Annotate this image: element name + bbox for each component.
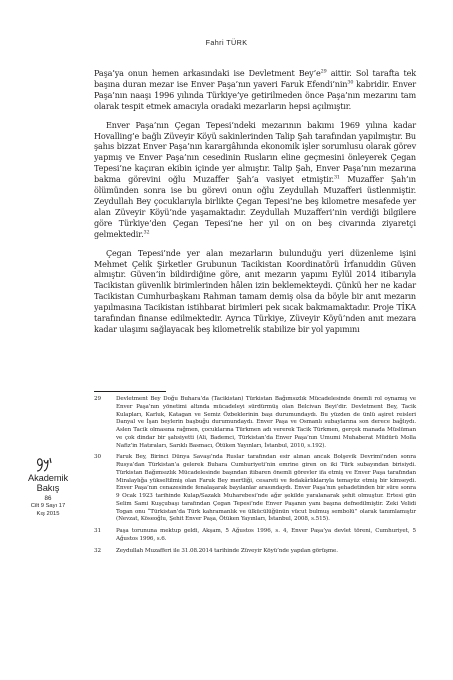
journal-logo-icon [34,455,56,473]
journal-name-line1: Akademik [27,473,69,483]
page-number: 86 [44,495,52,502]
footnote-number: 32 [94,547,101,554]
footnote-number: 31 [94,528,101,534]
paragraph-2: Enver Paşa’nın Çegan Tepesi’ndeki mezarının bakımı 1969 yılına kadar Hovalling’e bağlı Züveyir Köyü sakinlerinden Talip Şah tarafından yapılmıştır. Bu şahıs bizzat Enver Paşa’nın karargâhında ekonomik işler sorumlusu olarak görev yapmış ve Enver Paşa’nın cesedinin Rusların eline geçmesini önleyerek Çegan Tepesi’ne kaçıran ekibin içinde yer almıştır. Talip Şah, Enver Paşa’nın mezarına bakma görevini oğlu Muzaffer Şah’a vasiyet etmiştir.$^{31}$ Muzaffer Şah’ın ölümünden sonra ise bu görevi onun oğlu Zeydullah Muzafferi üstlenmiştir. Zeydullah Bey çocuklarıyla birlikte Çegan Tepesi’ne beş kilometre mesafede yer alan Züveyir Köyü’nde yaşamaktadır. Zeydullah Muzafferi’nin verdiği bilgilere göre Türkiye’den Çegan Tepesi’ne her yıl on on beş civarında ziyaretçi gelmektedir.$^{32}$ [94,119,416,239]
footnote-ref-30[interactable]: 30 [347,79,354,86]
footnotes [94,396,416,559]
footnote-ref-31[interactable]: 31 [333,174,340,181]
footnote-divider [94,391,166,392]
volume-issue: Cilt 9 Sayı 17 [30,503,66,509]
main-text [94,68,416,343]
footnote-text: Paşa torununa mektup geldi, Akşam, 5 Ağustos 1996, s. 4, Enver Paşa’ya devlet töreni, Cumhuriyet, 5 Ağustos 1996, s.6. [116,528,416,542]
footnote-32 [94,548,416,556]
footnote-text: Faruk Bey, Birinci Dünya Savaşı’nda Ruslar tarafından esir alınan ancak Bolşevik Devrimi’nden sonra Rusya’dan Türkistan’a gelerek Buhara Cumhuriyeti’nin emrine giren on iki Türk subayından birisiydi. Türkistan Bağımsızlık Mücadelesinde başından itibaren önemli görevler ifa etmiş ve Enver Paşa tarafından Miralaylığa yükseltilmiş olan Faruk Bey mertliği, cesareti ve fedakârlıklarıyla temayüz etmiş bir kimseydi. Enver Paşa’nın cenazesinde fenalaşarak bayılanlar arasındaydı. Enver Paşa’nın şehadetinden bir süre sonra 9 Ocak 1923 tarihinde Kulap/Sazaklı Muharebesi’nde ağır şekilde yaralanarak şehit olmuştur. Ertesi gün Selim Sami Kuşçubaşı tarafından Çegan Tepesi’nde Enver Paşanın yanı başına defnedilmiştir. Zeki Velidi Togan onu “Türkistan’da Türk kahramanlık ve ülkücülüğünün vücut bulmuş sembolü” olarak tanımlamıştır (Nevzat, Köseoğlu, Şehit Enver Paşa, Ötüken Yayınları, İstanbul, 2008, s.515). [116,454,416,523]
footnote-number: 30 [94,454,101,461]
paragraph-3: Çegan Tepesi’nde yer alan mezarların bulunduğu yeri düzenleme işini Mehmet Çelik Şirketler Grubunun Tacikistan Koordinatörü İrfanuddin Güven almıştır. Güven’in bildirdiğine göre, anıt mezarın yapımı Eylül 2014 itibarıyla Tacikistan güvenlik birimlerinden hâlen izin beklemekteydi. Çünkü her ne kadar Tacikistan Cumhurbaşkanı Rahman tamam demiş olsa da böyle bir anıt mezarın yapılmasına Tacikistan istihbarat birimleri pek sıcak bakmamaktadır. Proje TİKA tarafından finanse edilmektedir. Ayrıca Türkiye, Züveyir Köyü’nden anıt mezara kadar ulaşımı sağlayacak beş kilometrelik stabilize bir yol yapımını [94,247,416,334]
season-year: Kış 2015 [36,511,60,518]
footnote-number: 29 [94,396,101,402]
journal-sidebar [18,455,78,518]
running-header-author: Fahri TÜRK [205,38,248,47]
footnote-ref-29[interactable]: 29 [320,68,327,75]
journal-name-line2: Bakış [36,483,60,493]
footnote-29 [94,396,416,450]
footnote-31 [94,528,416,544]
paragraph-1: Paşa’ya onun hemen arkasındaki ise Devletment $Bey’e^{29}$ aittir. Sol tarafta tek başına duran mezar ise Enver Paşa’nın yaveri Faruk Efendi’nin$^{30}$ kabridir. Enver Paşa’nın naaşı 1996 yılında Türkiye’ye getirilmeden önce Paşa’nın mezarını tam olarak tespit etmek amacıyla oradaki mezarların hepsi açılmıştır. [94,68,416,111]
footnote-30 [94,454,416,524]
footnote-text: Devletment Bey Doğu Buhara’da (Tacikistan) Türkistan Bağımsızlık Mücadelesinde önemli rol oynamış ve Enver Paşa’nın yönetimi altında mücadeleyi sürdürmüş olan Belcivan Beyi’dir. Devletment Bey, Tacik Kulapları, Karluk, Katagan ve Semiz Özbeklerinin başı durumundaydı. Bu yüzden de ünlü aşiret reisleri Danyal ve İşan beylerin başbuğu durumundaydı. Enver Paşa ve Osmanlı subaylarına son derece bağlıydı. Aslen Tacik olmasına rağmen, çocuklarına Türkmen adı vererek Tacik Türkmen, gerçek manada Müslüman ve çok dindar bir şahsiyetti (Ali, Bademci, Türkistan’da Enver Paşa’nın Umumi Muhaberat Müdürü Molla Nafiz’in Hatıraları, Sarıklı Basmacı, Ötüken Yayınları, İstanbul, 2010, s.192). [116,396,416,449]
footnote-text: Zeydullah Muzafferi ile 31.08.2014 tarihinde Züveyir Köyü’nde yapılan görüşme. [116,547,338,554]
footnote-ref-32[interactable]: 32 [143,229,150,235]
